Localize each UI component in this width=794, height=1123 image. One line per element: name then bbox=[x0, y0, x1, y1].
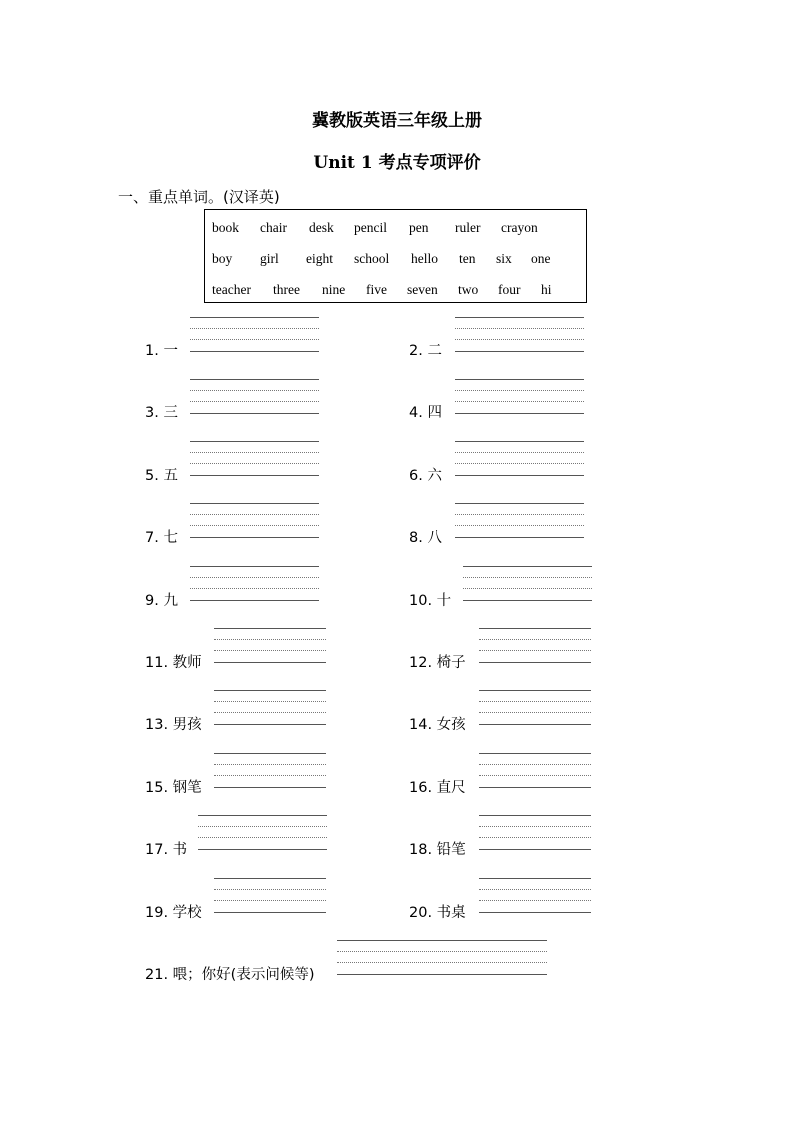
question-label: 15. 钢笔 bbox=[145, 780, 202, 796]
question-label: 3. 三 bbox=[145, 405, 178, 421]
section-heading: 一、重点单词。(汉译英) bbox=[118, 188, 280, 206]
question-label: 7. 七 bbox=[145, 530, 178, 546]
word-bank-word: pen bbox=[409, 220, 429, 235]
answer-lines[interactable] bbox=[455, 379, 584, 415]
question-label: 12. 椅子 bbox=[409, 655, 466, 671]
question-label: 9. 九 bbox=[145, 593, 178, 609]
answer-lines[interactable] bbox=[337, 940, 547, 976]
answer-lines[interactable] bbox=[190, 317, 319, 353]
word-bank-word: one bbox=[531, 251, 551, 266]
question-label: 19. 学校 bbox=[145, 905, 202, 921]
word-bank-word: boy bbox=[212, 251, 233, 266]
answer-lines[interactable] bbox=[190, 566, 319, 602]
question-label: 14. 女孩 bbox=[409, 717, 466, 733]
word-bank-word: teacher bbox=[212, 282, 251, 297]
word-bank-word: two bbox=[458, 282, 479, 297]
answer-lines[interactable] bbox=[479, 815, 591, 851]
word-bank-word: three bbox=[273, 282, 300, 297]
question-label: 2. 二 bbox=[409, 343, 442, 359]
question-label: 11. 教师 bbox=[145, 655, 202, 671]
word-bank-word: nine bbox=[322, 282, 346, 297]
unit-subtitle: Unit 1 考点专项评价 bbox=[313, 153, 481, 173]
word-bank-word: six bbox=[496, 251, 512, 266]
word-bank-word: pencil bbox=[354, 220, 387, 235]
word-bank-word: five bbox=[366, 282, 387, 297]
answer-lines[interactable] bbox=[214, 753, 326, 789]
word-bank-word: school bbox=[354, 251, 390, 266]
answer-lines[interactable] bbox=[455, 441, 584, 477]
answer-lines[interactable] bbox=[214, 628, 326, 664]
answer-lines[interactable] bbox=[190, 379, 319, 415]
question-label: 20. 书桌 bbox=[409, 905, 466, 921]
answer-lines[interactable] bbox=[190, 441, 319, 477]
question-label: 16. 直尺 bbox=[409, 780, 466, 796]
question-label: 8. 八 bbox=[409, 530, 442, 546]
answer-lines[interactable] bbox=[455, 317, 584, 353]
answer-lines[interactable] bbox=[214, 878, 326, 914]
word-bank-word: ruler bbox=[455, 220, 481, 235]
question-label: 4. 四 bbox=[409, 405, 442, 421]
word-bank-word: book bbox=[212, 220, 239, 235]
question-label: 6. 六 bbox=[409, 468, 442, 484]
word-bank-word: ten bbox=[459, 251, 476, 266]
question-label: 13. 男孩 bbox=[145, 717, 202, 733]
question-label: 10. 十 bbox=[409, 593, 452, 609]
word-bank-word: girl bbox=[260, 251, 279, 266]
word-bank-word: seven bbox=[407, 282, 438, 297]
page-title: 冀教版英语三年级上册 bbox=[312, 111, 482, 131]
question-label: 17. 书 bbox=[145, 842, 188, 858]
question-label: 21. 喂；你好(表示问候等) bbox=[145, 967, 315, 983]
word-bank-word: crayon bbox=[501, 220, 538, 235]
word-bank-word: eight bbox=[306, 251, 333, 266]
answer-lines[interactable] bbox=[455, 503, 584, 539]
word-bank-word: hi bbox=[541, 282, 552, 297]
answer-lines[interactable] bbox=[463, 566, 592, 602]
answer-lines[interactable] bbox=[479, 690, 591, 726]
word-bank-word: hello bbox=[411, 251, 438, 266]
word-bank-word: four bbox=[498, 282, 521, 297]
answer-lines[interactable] bbox=[479, 878, 591, 914]
answer-lines[interactable] bbox=[198, 815, 327, 851]
word-bank-word: desk bbox=[309, 220, 334, 235]
answer-lines[interactable] bbox=[479, 628, 591, 664]
word-bank-word: chair bbox=[260, 220, 287, 235]
question-label: 5. 五 bbox=[145, 468, 178, 484]
word-bank bbox=[204, 209, 587, 303]
question-label: 18. 铅笔 bbox=[409, 842, 466, 858]
answer-lines[interactable] bbox=[479, 753, 591, 789]
answer-lines[interactable] bbox=[190, 503, 319, 539]
question-label: 1. 一 bbox=[145, 343, 178, 359]
answer-lines[interactable] bbox=[214, 690, 326, 726]
